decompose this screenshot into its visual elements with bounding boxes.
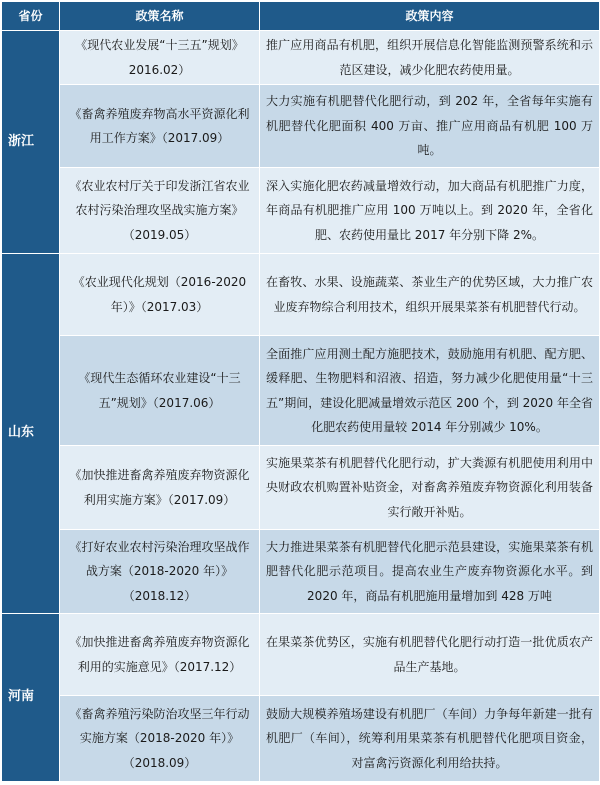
table-row [2,530,600,614]
province-shandong: 山东 [2,254,60,614]
policy-content-cell: 推广应用商品有机肥，组织开展信息化智能监测预警系统和示范区建设，减少化肥农药使用量。 [260,31,600,85]
policy-name-cell: 《农业现代化规划（2016-2020 年）》（2017.03） [60,254,260,336]
policy-content-cell: 大力推进果菜茶有机肥替代化肥示范县建设，实施果菜茶有机肥替代化肥示范项目。提高农业生产废弃物资源化水平。到 2020 年，商品有机肥施用量增加到 428 万吨 [260,530,600,614]
policy-name-cell: 《现代农业发展“十三五”规划》2016.02） [60,31,260,85]
policy-content-cell: 在畜牧、水果、设施蔬菜、茶业生产的优势区域，大力推广农业废弃物综合利用技术，组织开展果菜茶有机肥替代行动。 [260,254,600,336]
province-zhejiang: 浙江 [2,31,60,254]
policy-content-cell: 深入实施化肥农药减量增效行动，加大商品有机肥推广力度，年商品有机肥推广应用 100 万吨以上。到 2020 年，全省化肥、农药使用量比 2017 年分别下降 2%。 [260,168,600,254]
policy-name-cell: 《打好农业农村污染治理攻坚战作战方案（2018-2020 年）》（2018.12） [60,530,260,614]
policy-content-cell: 鼓励大规模养殖场建设有机肥厂（车间）力争每年新建一批有机肥厂（车间），统筹利用果菜茶有机肥替代化肥项目资金，对富禽污资源化利用给扶持。 [260,696,600,782]
policy-content-cell: 大力实施有机肥替代化肥行动，到 202 年，全省每年实施有机肥替代化肥面积 400 万亩、推广应用商品有机肥 100 万吨。 [260,85,600,168]
policy-name-cell: 《农业农村厅关于印发浙江省农业农村污染治理攻坚战实施方案》（2019.05） [60,168,260,254]
table-row [2,696,600,782]
policy-name-cell: 《畜禽养殖污染防治攻坚三年行动实施方案（2018-2020 年）》（2018.09） [60,696,260,782]
policy-name-cell: 《加快推进畜禽养殖废弃物资源化利用的实施意见》（2017.12） [60,614,260,696]
header-row [2,2,600,31]
policy-name-cell: 《现代生态循环农业建设“十三五”规划》（2017.06） [60,336,260,446]
table-row [2,614,600,696]
table-row [2,336,600,446]
header-province: 省份 [2,2,60,31]
policy-name-cell: 《加快推进畜禽养殖废弃物资源化利用实施方案》（2017.09） [60,446,260,530]
policy-content-cell: 在果菜茶优势区，实施有机肥替代化肥行动打造一批优质农产品生产基地。 [260,614,600,696]
province-henan: 河南 [2,614,60,782]
table-row [2,85,600,168]
header-policy-content: 政策内容 [260,2,600,31]
header-policy-name: 政策名称 [60,2,260,31]
table-row [2,254,600,336]
table-row [2,168,600,254]
table-row [2,31,600,85]
policy-content-cell: 全面推广应用测土配方施肥技术，鼓励施用有机肥、配方肥、缓释肥、生物肥料和沼液、招造，努力减少化肥使用量“十三五”期间，建设化肥减量增效示范区 200 个，到 2020 年全省化肥农药使用量较 2014 年分别减少 10%。 [260,336,600,446]
policy-content-cell: 实施果菜茶有机肥替代化肥行动，扩大粪源有机肥使用利用中央财政农机购置补贴资金，对畜禽养殖废弃物资源化利用装备实行敞开补贴。 [260,446,600,530]
policy-name-cell: 《畜禽养殖废弃物高水平资源化利用工作方案》（2017.09） [60,85,260,168]
table-row [2,446,600,530]
policy-table [1,1,600,782]
